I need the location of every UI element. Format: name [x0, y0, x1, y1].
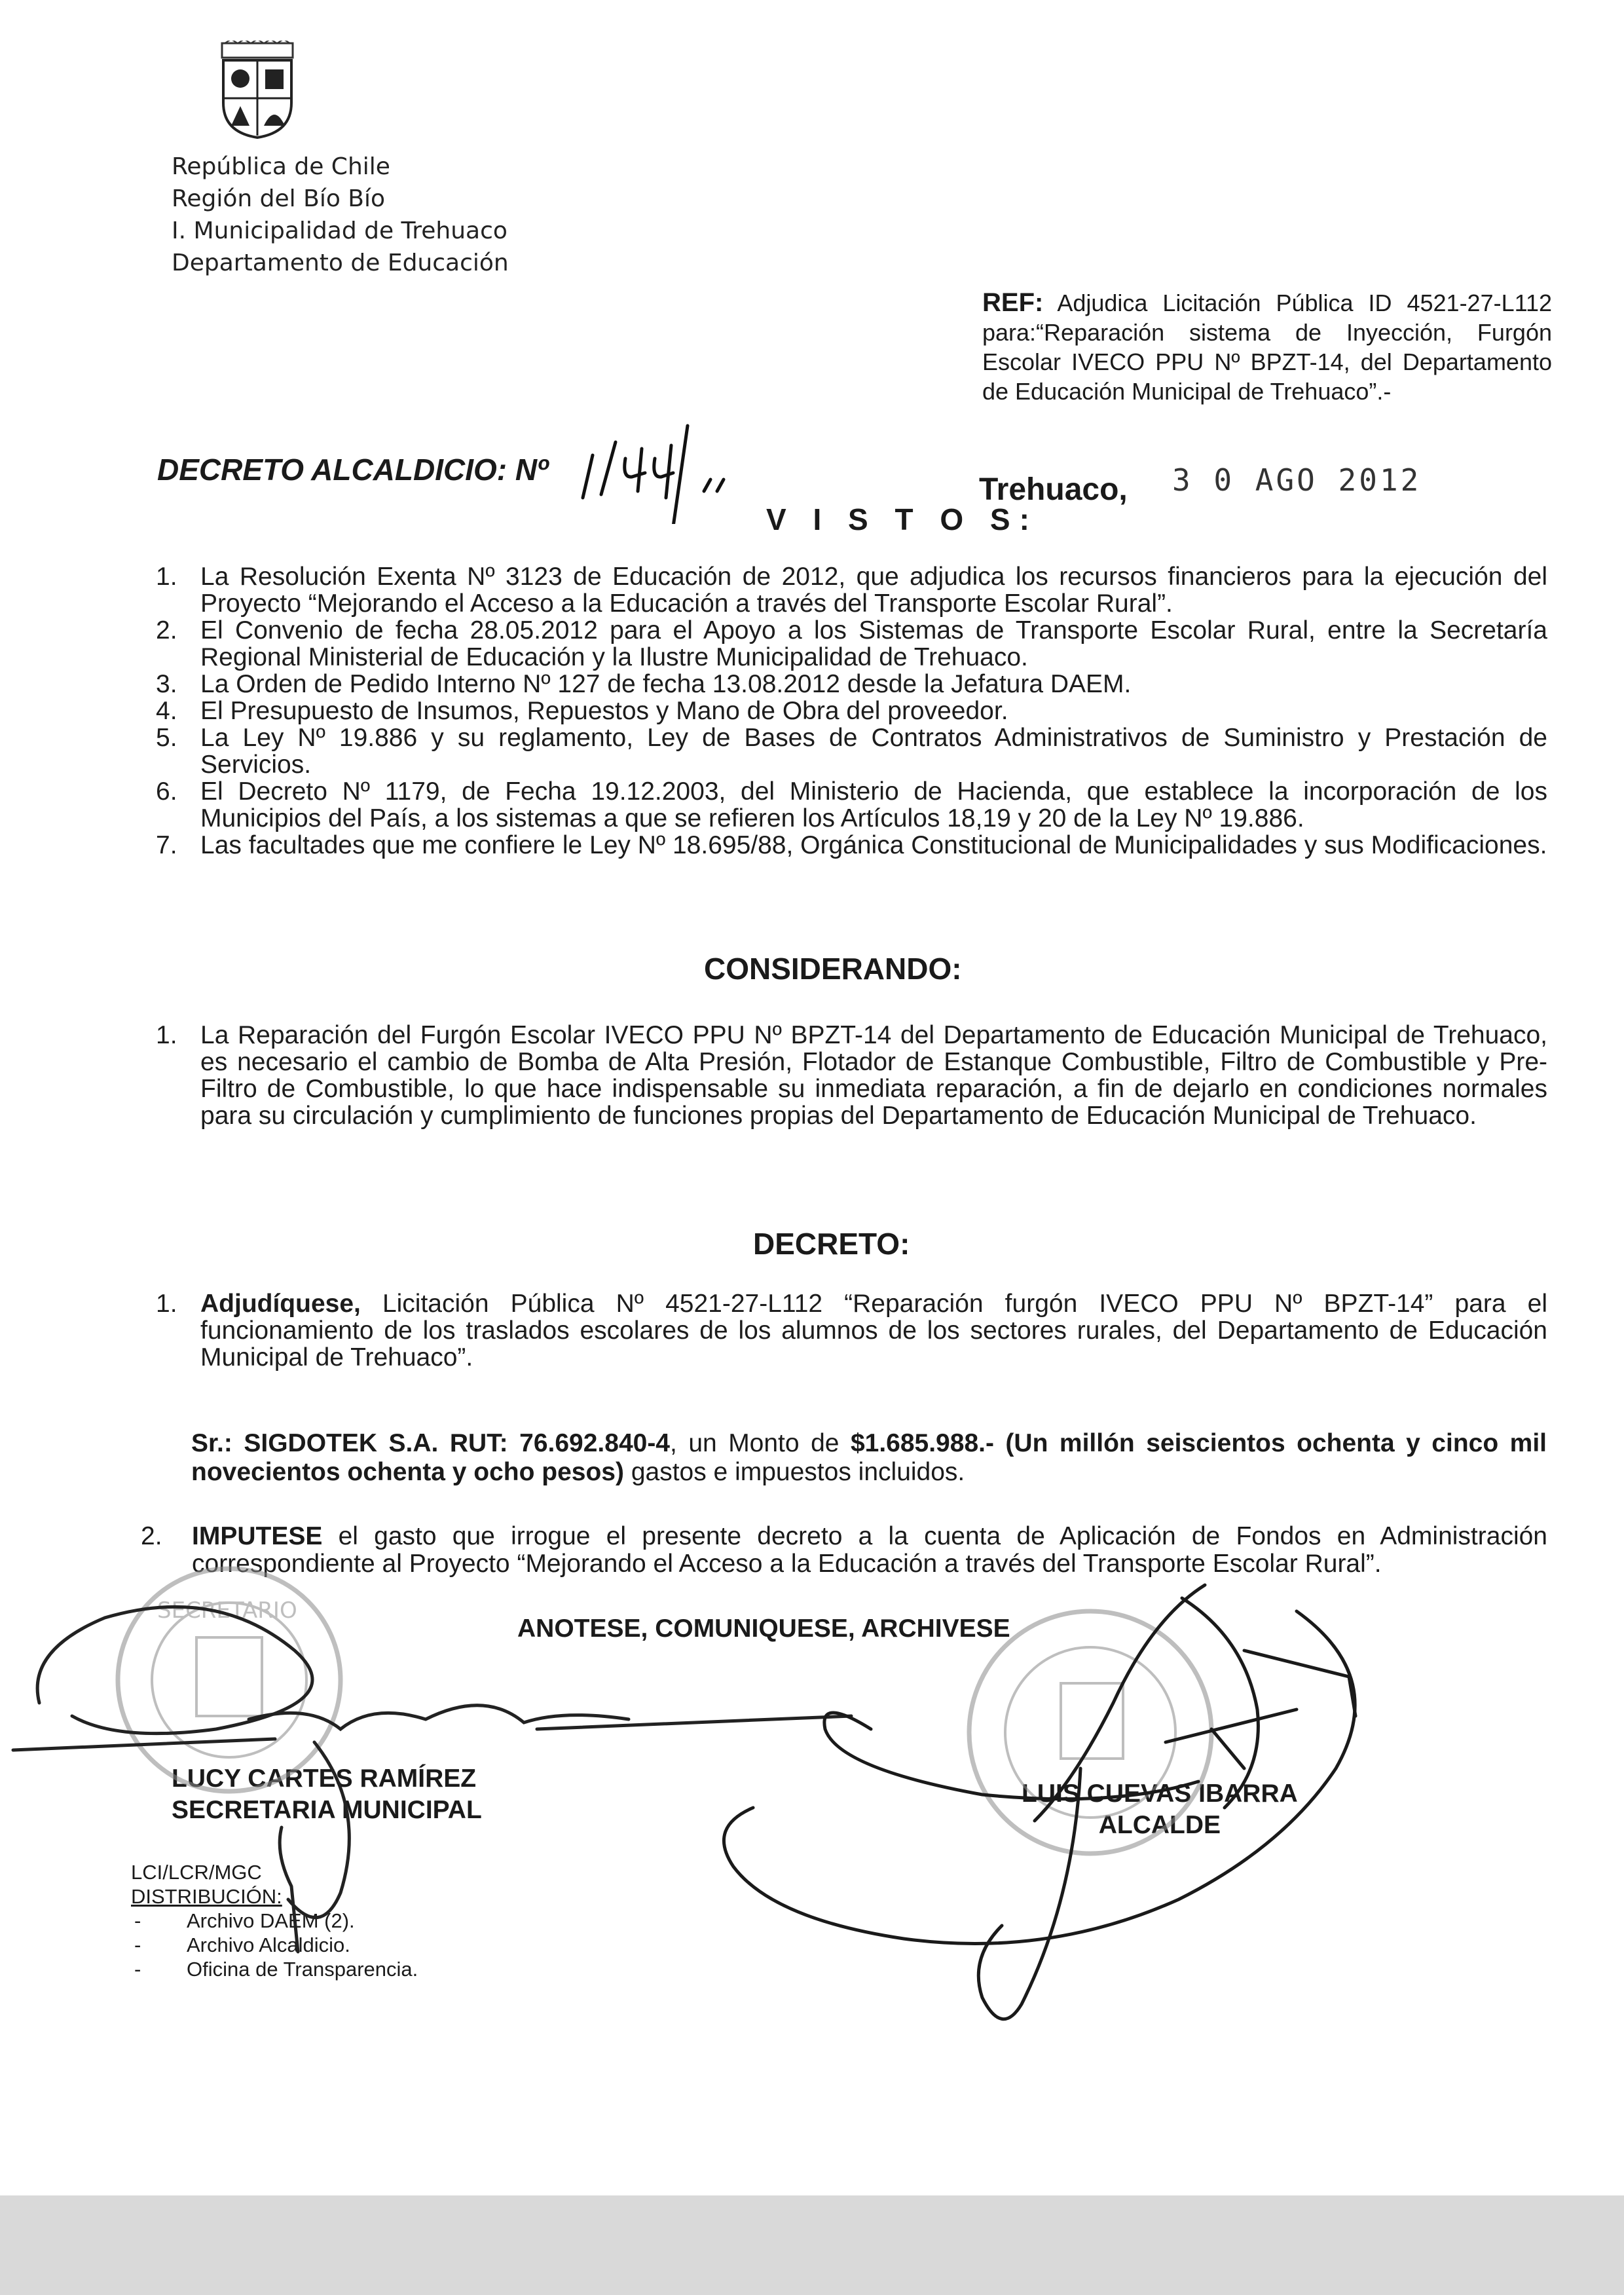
scan-bottom-margin: [0, 2195, 1624, 2295]
municipal-crest-logo: [218, 41, 297, 139]
distribution-block: [131, 1860, 418, 1981]
considerando-item: [156, 1022, 1547, 1129]
item-number: 4.: [156, 697, 177, 725]
date-stamp: 3 0 AGO 2012: [1172, 462, 1422, 498]
item-text: Licitación Pública Nº 4521-27-L112 “Reparación furgón IVECO PPU Nº BPZT-14” para el funcionamiento de los traslados escolares de los alumnos de los sectores rurales, del Departamento de Educación Municipal de Trehuaco”.: [200, 1290, 1547, 1371]
item-lead: IMPUTESE: [192, 1522, 323, 1550]
vistos-item: [156, 724, 1547, 778]
header-line-municipality: I. Municipalidad de Trehuaco: [172, 217, 507, 244]
item-text: La Ley Nº 19.886 y su reglamento, Ley de Bases de Contratos Administrativos de Suministro y Prestación de Servicios.: [200, 724, 1547, 779]
decree-number-label: DECRETO ALCALDICIO: Nº: [157, 453, 548, 487]
item-number: 3.: [156, 670, 177, 698]
distribution-item: - Archivo DAEM (2).: [131, 1909, 418, 1933]
header-line-region: Región del Bío Bío: [172, 185, 386, 212]
vistos-item: [156, 671, 1547, 698]
header-line-department: Departamento de Educación: [172, 250, 509, 276]
supplier-award: [191, 1429, 1547, 1487]
signatory-mayor: [1022, 1778, 1298, 1841]
distribution-label: DISTRIBUCIÓN:: [131, 1885, 282, 1908]
distribution-item: - Archivo Alcaldicio.: [131, 1933, 418, 1957]
item-text: Las facultades que me confiere le Ley Nº 18.695/88, Orgánica Constitucional de Municipalidades y sus Modificaciones.: [200, 831, 1547, 859]
item-text: El Decreto Nº 1179, de Fecha 19.12.2003, del Ministerio de Hacienda, que establece la incorporación de los Municipios del País, a los sistemas a que se refieren los Artículos 18,19 y 20 de la Ley Nº 19.886.: [200, 777, 1547, 832]
closing-formula: ANOTESE, COMUNIQUESE, ARCHIVESE: [517, 1614, 1010, 1643]
item-number: 1.: [156, 1021, 177, 1049]
item-number: 6.: [156, 777, 177, 806]
header-line-country: República de Chile: [172, 153, 390, 180]
item-number: 2.: [141, 1522, 162, 1550]
decreto-heading: DECRETO:: [753, 1227, 910, 1261]
signatory-secretary: [172, 1763, 482, 1826]
mayor-name: LUIS CUEVAS IBARRA: [1022, 1780, 1298, 1808]
issuer-header: [172, 151, 509, 279]
considerando-list: [156, 1022, 1547, 1129]
item-number: 1.: [156, 1290, 177, 1318]
supplier-text-2: gastos e impuestos incluidos.: [623, 1458, 965, 1486]
vistos-heading: V I S T O S:: [766, 502, 1039, 536]
mayor-title: ALCALDE: [1098, 1811, 1221, 1839]
award-amount: $1.685.988.- (Un millón seiscientos ochenta y cinco mil novecientos ochenta y ocho pesos): [191, 1429, 1547, 1486]
place-label: Trehuaco,: [979, 472, 1128, 507]
vistos-item: [156, 778, 1547, 832]
vistos-item: [156, 698, 1547, 724]
item-text: La Orden de Pedido Interno Nº 127 de fecha 13.08.2012 desde la Jefatura DAEM.: [200, 670, 1132, 698]
decreto-item: [156, 1290, 1547, 1371]
decreto-list: [156, 1290, 1547, 1371]
decreto-item-2: [141, 1523, 1547, 1578]
vistos-list: [156, 563, 1547, 859]
item-number: 7.: [156, 831, 177, 859]
secretary-title: SECRETARIA MUNICIPAL: [172, 1796, 482, 1824]
seal-lettering-left: SECRETARIO: [157, 1597, 297, 1624]
item-text: La Reparación del Furgón Escolar IVECO PPU Nº BPZT-14 del Departamento de Educación Municipal de Trehuaco, es necesario el cambio de Bomba de Alta Presión, Flotador de Estanque Combustible, Filtro de Combustible y Pre-Filtro de Combustible, lo que hace indispensable su inmediata reparación, a fin de dejarlo en condiciones normales para su circulación y cumplimiento de funciones propias del Departamento de Educación Municipal de Trehuaco.: [200, 1021, 1547, 1130]
handwritten-decree-number: [570, 419, 740, 524]
vistos-item: [156, 617, 1547, 671]
ref-text: Adjudica Licitación Pública ID 4521-27-L112 para:“Reparación sistema de Inyección, Furgón Escolar IVECO PPU Nº BPZT-14, del Departamento de Educación Municipal de Trehuaco”.-: [982, 289, 1553, 405]
item-lead: Adjudíquese,: [200, 1290, 361, 1318]
initials: LCI/LCR/MGC: [131, 1861, 262, 1884]
supplier-name-rut: Sr.: SIGDOTEK S.A. RUT: 76.692.840-4: [191, 1429, 671, 1457]
supplier-text-1: , un Monto de: [670, 1429, 851, 1457]
considerando-heading: CONSIDERANDO:: [704, 952, 962, 986]
secretary-seal-stamp: [118, 1569, 341, 1791]
item-number: 1.: [156, 563, 177, 591]
item-text: El Presupuesto de Insumos, Repuestos y Mano de Obra del proveedor.: [200, 697, 1008, 725]
distribution-list: [131, 1909, 418, 1981]
secretary-name: LUCY CARTES RAMÍREZ: [172, 1764, 477, 1793]
item-text: El Convenio de fecha 28.05.2012 para el Apoyo a los Sistemas de Transporte Escolar Rural, entre la Secretaría Regional Ministerial de Educación y la Ilustre Municipalidad de Trehuaco.: [200, 616, 1547, 671]
reference-block: [982, 288, 1552, 406]
distribution-item: - Oficina de Transparencia.: [131, 1957, 418, 1981]
item-number: 2.: [156, 616, 177, 644]
item-text: el gasto que irrogue el presente decreto a la cuenta de Aplicación de Fondos en Administración correspondiente al Proyecto “Mejorando el Acceso a la Educación a través del Transporte Escolar Rural”.: [192, 1522, 1547, 1578]
vistos-item: [156, 563, 1547, 617]
vistos-item: [156, 832, 1547, 859]
ref-label: REF:: [982, 288, 1044, 317]
item-number: 5.: [156, 724, 177, 752]
item-text: La Resolución Exenta Nº 3123 de Educación de 2012, que adjudica los recursos financieros para la ejecución del Proyecto “Mejorando el Acceso a la Educación a través del Transporte Escolar Rural”.: [200, 563, 1547, 618]
